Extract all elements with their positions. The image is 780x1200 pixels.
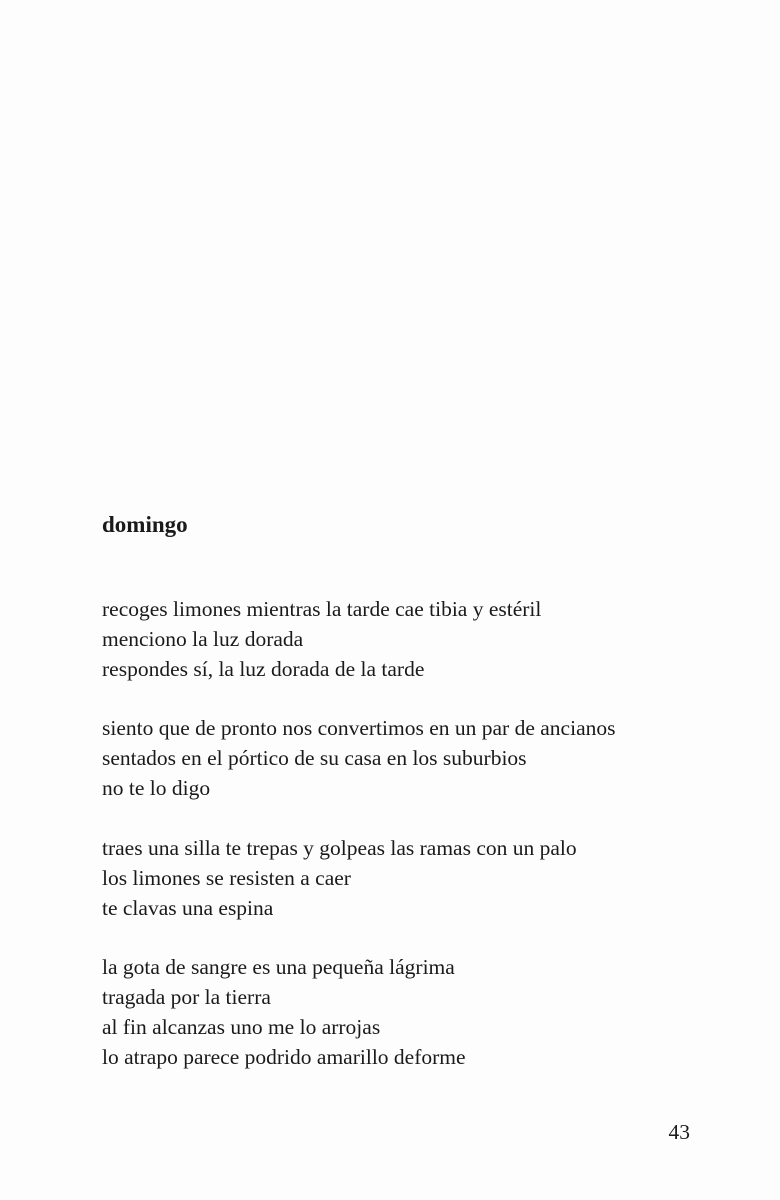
poem-line: la gota de sangre es una pequeña lágrima (102, 955, 455, 979)
poem-line: lo atrapo parece podrido amarillo deforme (102, 1045, 466, 1069)
poem-line: tragada por la tierra (102, 985, 271, 1009)
poem-line: al fin alcanzas uno me lo arrojas (102, 1015, 381, 1039)
poem-line: menciono la luz dorada (102, 627, 304, 651)
stanza (102, 952, 466, 1072)
poem-line: traes una silla te trepas y golpeas las ramas con un palo (102, 836, 577, 860)
stanza (102, 713, 615, 803)
poem-line: los limones se resisten a caer (102, 866, 351, 890)
poem-line: respondes sí, la luz dorada de la tarde (102, 657, 425, 681)
poem-line: sentados en el pórtico de su casa en los suburbios (102, 746, 527, 770)
poem-line: recoges limones mientras la tarde cae tibia y estéril (102, 597, 542, 621)
poem-line: siento que de pronto nos convertimos en un par de ancianos (102, 716, 616, 740)
poem-line: no te lo digo (102, 776, 211, 800)
stanza (102, 833, 577, 923)
poem-line: te clavas una espina (102, 896, 274, 920)
page-number: 43 (668, 1120, 690, 1144)
poem-title: domingo (102, 512, 188, 537)
stanza (102, 594, 541, 684)
